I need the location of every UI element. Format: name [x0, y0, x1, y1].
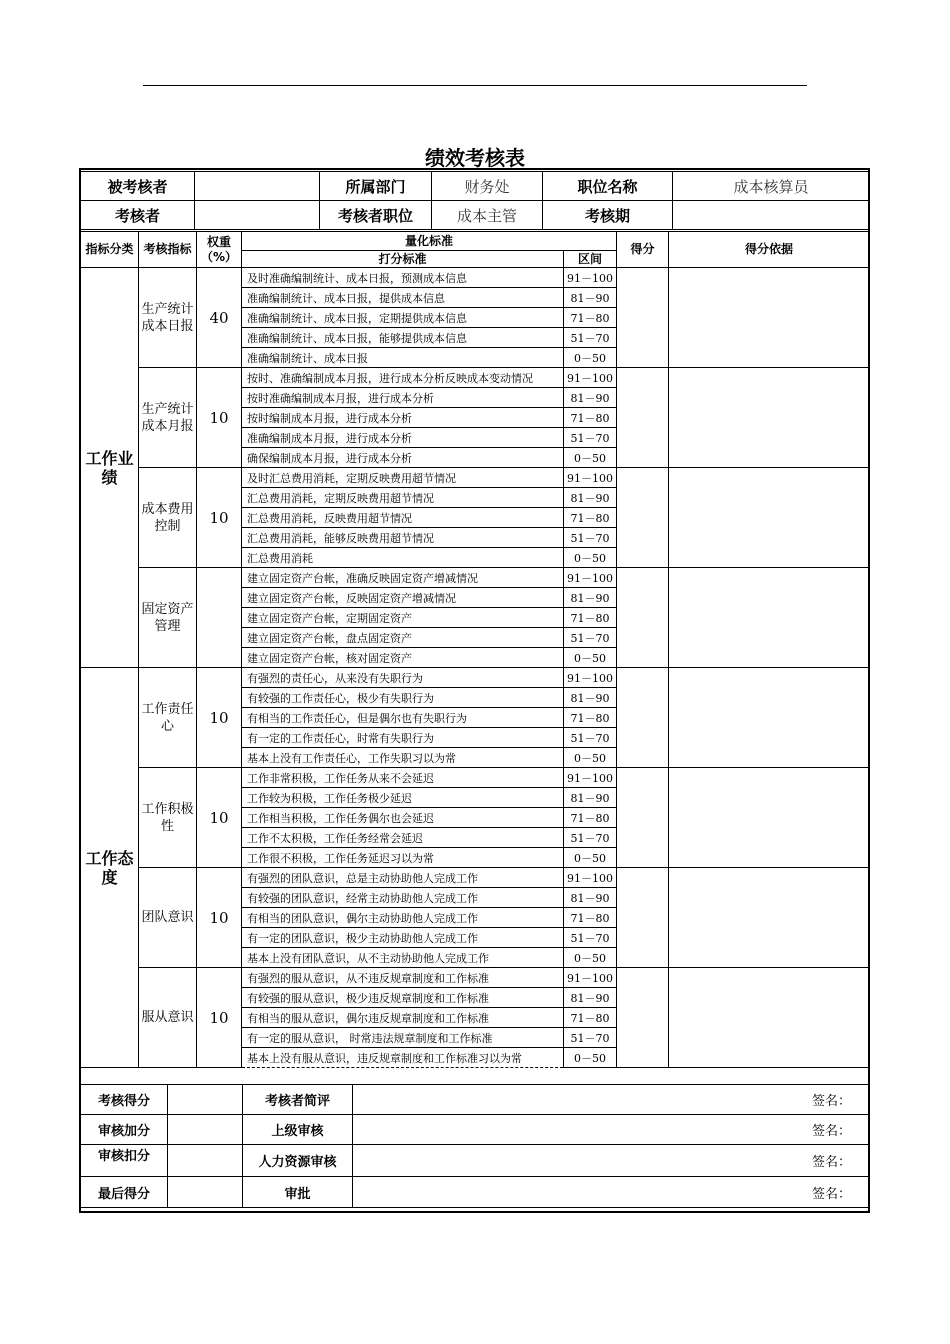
evaluatee-value[interactable]: [195, 172, 320, 201]
score-range: 91－100: [564, 768, 617, 788]
signature-field[interactable]: 签名：: [353, 1177, 870, 1208]
label-period: 考核期: [543, 201, 673, 230]
footer-review-label: 人力资源审核: [243, 1145, 353, 1177]
col-category: 指标分类: [81, 232, 139, 268]
weight-cell: 10: [197, 468, 242, 568]
indicator-cell: 生产统计成本日报: [139, 268, 197, 368]
score-range: 51－70: [564, 628, 617, 648]
weight-cell: 10: [197, 868, 242, 968]
score-range: 81－90: [564, 488, 617, 508]
indicator-cell: 团队意识: [139, 868, 197, 968]
score-range: 0－50: [564, 848, 617, 868]
score-range: 51－70: [564, 828, 617, 848]
scoring-standard: 基本上没有团队意识，从不主动协助他人完成工作: [242, 948, 564, 968]
table-row: [81, 368, 870, 388]
table-row: [81, 768, 870, 788]
footer-value-input[interactable]: [168, 1085, 243, 1115]
scoring-standard: 准确编制统计、成本日报，提供成本信息: [242, 288, 564, 308]
score-range: 71－80: [564, 908, 617, 928]
period-value[interactable]: [673, 201, 870, 230]
score-range: 0－50: [564, 348, 617, 368]
indicator-cell: 固定资产管理: [139, 568, 197, 668]
scoring-standard: 有较强的工作责任心，极少有失职行为: [242, 688, 564, 708]
scoring-standard: 准确编制统计、成本日报: [242, 348, 564, 368]
score-basis-input[interactable]: [669, 468, 870, 568]
score-range: 51－70: [564, 1028, 617, 1048]
score-range: 71－80: [564, 1008, 617, 1028]
category-cell: 工作业绩: [81, 268, 139, 668]
score-input[interactable]: [617, 968, 669, 1068]
footer-row: [81, 1085, 870, 1115]
weight-cell: 10: [197, 768, 242, 868]
label-evaluator: 考核者: [81, 201, 195, 230]
score-range: 91－100: [564, 468, 617, 488]
label-position: 职位名称: [543, 172, 673, 201]
label-evaluator-position: 考核者职位: [320, 201, 432, 230]
scoring-standard: 有强烈的服从意识，从不违反规章制度和工作标准: [242, 968, 564, 988]
footer-value-input[interactable]: [168, 1177, 243, 1208]
scoring-standard: 基本上没有服从意识，违反规章制度和工作标准习以为常: [242, 1048, 564, 1068]
scoring-standard: 确保编制成本月报，进行成本分析: [242, 448, 564, 468]
score-range: 81－90: [564, 788, 617, 808]
scoring-standard: 有一定的服从意识， 时常违法规章制度和工作标准: [242, 1028, 564, 1048]
score-range: 51－70: [564, 428, 617, 448]
indicator-cell: 服从意识: [139, 968, 197, 1068]
footer-label: 审核加分: [81, 1115, 168, 1145]
col-score: 得分: [617, 232, 669, 268]
footer-label: 审核扣分: [81, 1145, 168, 1177]
scoring-standard: 建立固定资产台帐，核对固定资产: [242, 648, 564, 668]
score-range: 0－50: [564, 548, 617, 568]
footer-label: 最后得分: [81, 1177, 168, 1208]
page-title: 绩效考核表: [425, 146, 525, 170]
table-row: [81, 568, 870, 588]
scoring-standard: 有相当的服从意识，偶尔违反规章制度和工作标准: [242, 1008, 564, 1028]
score-range: 91－100: [564, 868, 617, 888]
evaluator-position-value[interactable]: 成本主管: [432, 201, 543, 230]
score-range: 91－100: [564, 368, 617, 388]
scoring-standard: 有相当的团队意识，偶尔主动协助他人完成工作: [242, 908, 564, 928]
footer-row: [81, 1145, 870, 1177]
score-input[interactable]: [617, 668, 669, 768]
scoring-standard: 建立固定资产台帐，定期固定资产: [242, 608, 564, 628]
score-range: 71－80: [564, 508, 617, 528]
top-rule: [143, 85, 807, 86]
scoring-standard: 有强烈的责任心，从来没有失职行为: [242, 668, 564, 688]
col-range: 区间: [564, 251, 617, 268]
approval-footer: [80, 1084, 870, 1208]
category-cell: 工作态度: [81, 668, 139, 1068]
score-range: 51－70: [564, 928, 617, 948]
score-range: 71－80: [564, 408, 617, 428]
score-range: 81－90: [564, 588, 617, 608]
footer-review-label: 上级审核: [243, 1115, 353, 1145]
weight-cell: 10: [197, 668, 242, 768]
scoring-standard: 汇总费用消耗，定期反映费用超节情况: [242, 488, 564, 508]
score-range: 91－100: [564, 668, 617, 688]
footer-value-input[interactable]: [168, 1145, 243, 1177]
score-range: 81－90: [564, 688, 617, 708]
indicator-cell: 成本费用控制: [139, 468, 197, 568]
col-quant-standard: 量化标准: [242, 232, 617, 251]
score-range: 51－70: [564, 728, 617, 748]
department-value[interactable]: 财务处: [432, 172, 543, 201]
score-range: 71－80: [564, 808, 617, 828]
indicator-cell: 工作积极性: [139, 768, 197, 868]
score-range: 0－50: [564, 1048, 617, 1068]
table-row: [81, 268, 870, 288]
scoring-standard: 工作不太积极，工作任务经常会延迟: [242, 828, 564, 848]
scoring-standard: 工作很不积极，工作任务延迟习以为常: [242, 848, 564, 868]
footer-review-label: 审批: [243, 1177, 353, 1208]
evaluator-value[interactable]: [195, 201, 320, 230]
indicator-cell: 工作责任心: [139, 668, 197, 768]
score-range: 0－50: [564, 748, 617, 768]
scoring-standard: 及时准确编制统计、成本日报，预测成本信息: [242, 268, 564, 288]
signature-field[interactable]: 签名：: [353, 1115, 870, 1145]
score-range: 71－80: [564, 608, 617, 628]
footer-review-label: 考核者简评: [243, 1085, 353, 1115]
weight-cell: [197, 568, 242, 668]
score-basis-input[interactable]: [669, 568, 870, 668]
signature-field[interactable]: 签名：: [353, 1145, 870, 1177]
scoring-standard: 按时编制成本月报，进行成本分析: [242, 408, 564, 428]
label-department: 所属部门: [320, 172, 432, 201]
score-range: 91－100: [564, 968, 617, 988]
footer-value-input[interactable]: [168, 1115, 243, 1145]
scoring-standard: 及时汇总费用消耗，定期反映费用超节情况: [242, 468, 564, 488]
col-scoring-standard: 打分标准: [242, 251, 564, 268]
scoring-standard: 有相当的工作责任心，但是偶尔也有失职行为: [242, 708, 564, 728]
scoring-standard: 有较强的团队意识，经常主动协助他人完成工作: [242, 888, 564, 908]
score-range: 71－80: [564, 308, 617, 328]
score-range: 81－90: [564, 388, 617, 408]
score-basis-input[interactable]: [669, 868, 870, 968]
scoring-standard: 按时、准确编制成本月报，进行成本分析反映成本变动情况: [242, 368, 564, 388]
footer-label: 考核得分: [81, 1085, 168, 1115]
scoring-standard: 建立固定资产台帐，准确反映固定资产增减情况: [242, 568, 564, 588]
score-input[interactable]: [617, 268, 669, 368]
score-basis-input[interactable]: [669, 268, 870, 368]
score-basis-input[interactable]: [669, 768, 870, 868]
scoring-standard: 汇总费用消耗: [242, 548, 564, 568]
score-range: 0－50: [564, 448, 617, 468]
scoring-standard: 有一定的工作责任心，时常有失职行为: [242, 728, 564, 748]
weight-cell: 10: [197, 968, 242, 1068]
scoring-standard: 准确编制统计、成本日报，能够提供成本信息: [242, 328, 564, 348]
score-basis-input[interactable]: [669, 968, 870, 1068]
scoring-standard: 有一定的团队意识，极少主动协助他人完成工作: [242, 928, 564, 948]
col-indicator: 考核指标: [139, 232, 197, 268]
footer-row: [81, 1115, 870, 1145]
scoring-standard: 准确编制成本月报，进行成本分析: [242, 428, 564, 448]
score-input[interactable]: [617, 868, 669, 968]
scoring-standard: 工作相当积极，工作任务偶尔也会延迟: [242, 808, 564, 828]
score-range: 91－100: [564, 568, 617, 588]
score-basis-input[interactable]: [669, 668, 870, 768]
weight-cell: 10: [197, 368, 242, 468]
score-range: 0－50: [564, 948, 617, 968]
table-row: [81, 968, 870, 988]
scoring-standard: 汇总费用消耗，反映费用超节情况: [242, 508, 564, 528]
score-range: 51－70: [564, 528, 617, 548]
score-range: 81－90: [564, 288, 617, 308]
signature-field[interactable]: 签名：: [353, 1085, 870, 1115]
scoring-standard: 基本上没有工作责任心，工作失职习以为常: [242, 748, 564, 768]
position-value[interactable]: 成本核算员: [673, 172, 870, 201]
info-header: [80, 171, 870, 230]
score-basis-input[interactable]: [669, 368, 870, 468]
footer-row: [81, 1177, 870, 1208]
assessment-table: [80, 231, 870, 1068]
scoring-standard: 工作非常积极，工作任务从来不会延迟: [242, 768, 564, 788]
scoring-standard: 工作较为积极，工作任务极少延迟: [242, 788, 564, 808]
score-range: 0－50: [564, 648, 617, 668]
scoring-standard: 汇总费用消耗，能够反映费用超节情况: [242, 528, 564, 548]
score-range: 51－70: [564, 328, 617, 348]
col-weight: 权重（%）: [197, 232, 242, 268]
score-input[interactable]: [617, 768, 669, 868]
scoring-standard: 按时准确编制成本月报，进行成本分析: [242, 388, 564, 408]
table-row: [81, 868, 870, 888]
scoring-standard: 建立固定资产台帐，反映固定资产增减情况: [242, 588, 564, 608]
table-row: [81, 668, 870, 688]
scoring-standard: 有较强的服从意识，极少违反规章制度和工作标准: [242, 988, 564, 1008]
table-row: [81, 468, 870, 488]
score-input[interactable]: [617, 468, 669, 568]
weight-cell: 40: [197, 268, 242, 368]
score-range: 91－100: [564, 268, 617, 288]
col-basis: 得分依据: [669, 232, 870, 268]
score-input[interactable]: [617, 568, 669, 668]
score-range: 81－90: [564, 988, 617, 1008]
score-input[interactable]: [617, 368, 669, 468]
label-evaluatee: 被考核者: [81, 172, 195, 201]
scoring-standard: 有强烈的团队意识，总是主动协助他人完成工作: [242, 868, 564, 888]
indicator-cell: 生产统计成本月报: [139, 368, 197, 468]
score-range: 81－90: [564, 888, 617, 908]
score-range: 71－80: [564, 708, 617, 728]
scoring-standard: 准确编制统计、成本日报，定期提供成本信息: [242, 308, 564, 328]
scoring-standard: 建立固定资产台帐，盘点固定资产: [242, 628, 564, 648]
